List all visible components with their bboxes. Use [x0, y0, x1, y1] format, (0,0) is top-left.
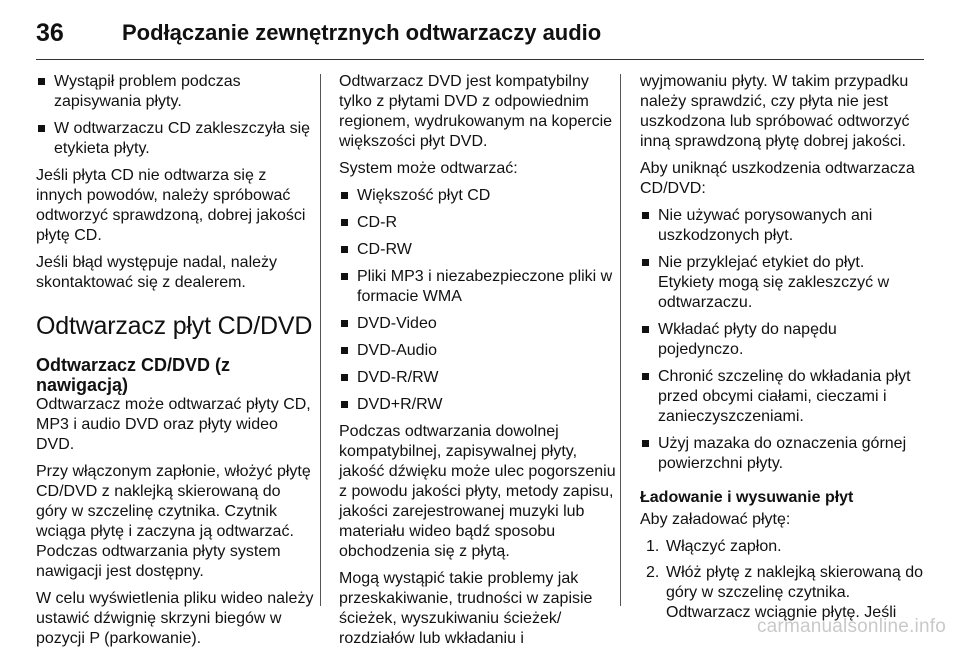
page-title: Podłączanie zewnętrznych odtwarzaczy audio — [122, 20, 602, 45]
paragraph: System może odtwarzać: — [339, 160, 518, 177]
column-1 — [36, 72, 316, 647]
list-item: DVD-Audio — [339, 341, 619, 361]
square-bullet-icon — [341, 320, 348, 327]
page-number: 36 — [36, 18, 64, 47]
list-item: DVD-R/RW — [339, 368, 619, 388]
square-bullet-icon — [341, 192, 348, 199]
list-item: Użyj mazaka do oznaczenia górnej powierzchni płyty. — [640, 434, 924, 474]
sub-heading: Ładowanie i wysuwanie płyt — [640, 489, 854, 506]
list-item: CD-RW — [339, 240, 619, 260]
square-bullet-icon — [642, 326, 649, 333]
paragraph: wyjmowaniu płyty. W takim przypadku należy sprawdzić, czy płyta nie jest uszkodzona lub spróbować odtworzyć inną sprawdzoną płytę dobrej jakości. — [640, 73, 910, 150]
square-bullet-icon — [341, 246, 348, 253]
column-3 — [640, 72, 924, 632]
header-divider — [36, 59, 924, 60]
list-item: Większość płyt CD — [339, 186, 619, 206]
square-bullet-icon — [341, 273, 348, 280]
paragraph: Aby uniknąć uszkodzenia odtwarzacza CD/DVD: — [640, 160, 915, 197]
column-divider-2 — [620, 74, 621, 606]
list-item: 1. Włączyć zapłon. — [646, 538, 782, 555]
list-item: Nie używać porysowanych ani uszkodzonych płyt. — [640, 206, 924, 246]
square-bullet-icon — [38, 78, 45, 85]
paragraph: Aby załadować płytę: — [640, 511, 791, 528]
list-item: Wystąpił problem podczas zapisywania płyty. — [36, 72, 316, 112]
paragraph: Odtwarzacz DVD jest kompatybilny tylko z płytami DVD z odpowiednim regionem, wydrukowanym na kopercie większości płyt DVD. — [339, 73, 613, 150]
watermark: carmanualsonline.info — [756, 616, 946, 637]
list-item: Pliki MP3 i niezabezpieczone pliki w formacie WMA — [339, 267, 619, 307]
list-item: DVD+R/RW — [339, 395, 619, 415]
square-bullet-icon — [642, 373, 649, 380]
paragraph: Odtwarzacz może odtwarzać płyty CD, MP3 i audio DVD oraz płyty wideo DVD. — [36, 396, 311, 453]
paragraph: Mogą wystąpić takie problemy jak przeskakiwanie, trudności w zapisie ścieżek, wyszukiwaniu ścieżek/ rozdziałów lub wkładaniu i — [339, 570, 593, 647]
square-bullet-icon — [341, 401, 348, 408]
square-bullet-icon — [642, 440, 649, 447]
square-bullet-icon — [642, 259, 649, 266]
list-item: Chronić szczelinę do wkładania płyt przed obcymi ciałami, cieczami i zanieczyszczeniami. — [640, 367, 924, 427]
paragraph: Jeśli płyta CD nie odtwarza się z innych powodów, należy spróbować odtworzyć sprawdzoną, dobrej jakości płytę CD. — [36, 167, 306, 244]
square-bullet-icon — [341, 219, 348, 226]
paragraph: Jeśli błąd występuje nadal, należy skontaktować się z dealerem. — [36, 254, 278, 291]
bullet-list-precautions — [640, 206, 924, 474]
list-item: 2. Włóż płytę z naklejką skierowaną do góry w szczelinę czytnika. Odtwarzacz wciągnie płytę. Jeśli — [646, 564, 924, 621]
paragraph: W celu wyświetlenia pliku wideo należy ustawić dźwignię skrzyni biegów w pozycji P (parkowanie). — [36, 590, 314, 647]
paragraph: Przy włączonym zapłonie, włożyć płytę CD/DVD z naklejką skierowaną do góry w szczelinę czytnika. Czytnik wciąga płytę i zaczyna ją odtwarzać. Podczas odtwarzania płyty system nawigacji jest dostępny. — [36, 463, 311, 580]
square-bullet-icon — [341, 347, 348, 354]
list-item: Wkładać płyty do napędu pojedynczo. — [640, 320, 924, 360]
list-item: CD-R — [339, 213, 619, 233]
column-divider-1 — [320, 74, 321, 606]
page-header — [36, 10, 924, 56]
bullet-list-formats — [339, 186, 619, 415]
numbered-steps — [640, 537, 924, 623]
section-heading: Odtwarzacz płyt CD/DVD — [36, 312, 313, 340]
sub-heading: Odtwarzacz CD/DVD (z nawigacją) — [36, 355, 231, 395]
column-2 — [339, 72, 619, 647]
paragraph: Podczas odtwarzania dowolnej kompatybilnej, zapisywalnej płyty, jakość dźwięku może ulec pogorszeniu z powodu jakości płyty, metody zapisu, jakości zarejestrowanej muzyki lub materiału wideo bądź sposobu obchodzenia się z płytą. — [339, 423, 616, 560]
bullet-list-problems — [36, 72, 316, 159]
list-item: W odtwarzaczu CD zakleszczyła się etykieta płyty. — [36, 119, 316, 159]
square-bullet-icon — [642, 212, 649, 219]
square-bullet-icon — [38, 125, 45, 132]
list-item: Nie przyklejać etykiet do płyt. Etykiety mogą się zakleszczyć w odtwarzaczu. — [640, 253, 924, 313]
square-bullet-icon — [341, 374, 348, 381]
list-item: DVD-Video — [339, 314, 619, 334]
